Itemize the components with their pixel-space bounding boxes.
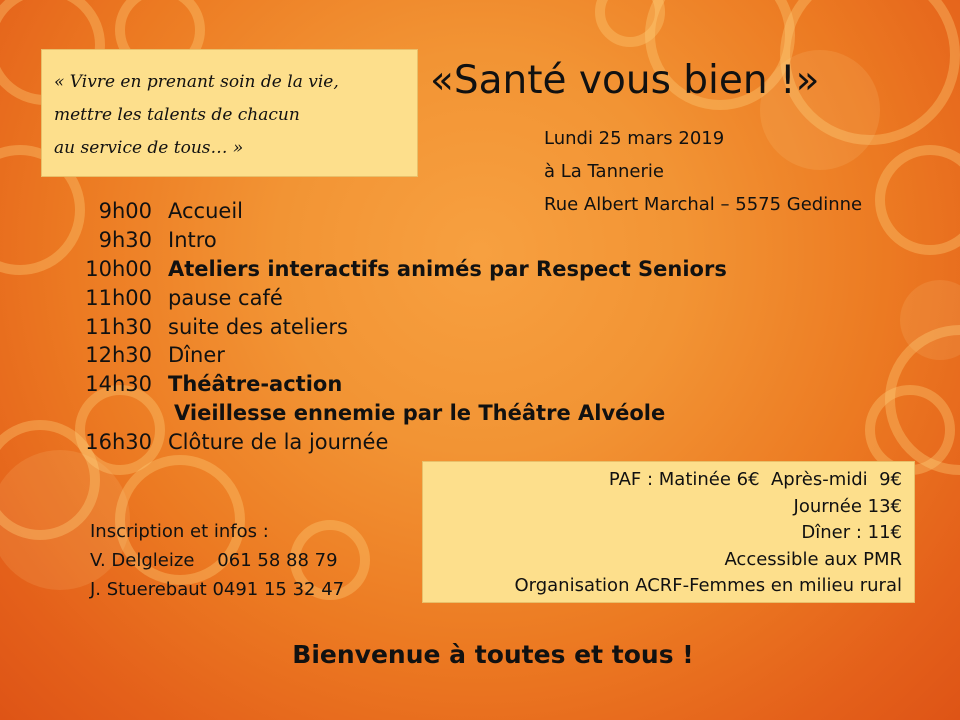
contact-person: J. Stuerebaut 0491 15 32 47 bbox=[90, 579, 345, 600]
schedule-activity: Ateliers interactifs animés par Respect Seniors bbox=[168, 256, 727, 281]
schedule-activity: suite des ateliers bbox=[168, 314, 348, 339]
welcome-message: Bienvenue à toutes et tous ! bbox=[292, 640, 694, 669]
practical-info-box bbox=[422, 461, 915, 603]
contact-person: V. Delgleize 061 58 88 79 bbox=[90, 550, 338, 571]
page-title: «Santé vous bien !» bbox=[430, 58, 820, 103]
contact-info bbox=[90, 517, 344, 604]
quote-box bbox=[41, 49, 418, 177]
schedule-time: 9h00 bbox=[98, 199, 152, 223]
schedule-activity: Dîner bbox=[168, 343, 225, 368]
schedule-activity: Vieillesse ennemie par le Théâtre Alvéole bbox=[174, 401, 666, 426]
day-price-line: Journée 13€ bbox=[793, 495, 902, 517]
schedule-time: 9h30 bbox=[98, 227, 152, 252]
schedule-time: 12h30 bbox=[85, 343, 152, 368]
organizer-line: Organisation ACRF-Femmes en milieu rural bbox=[514, 575, 902, 596]
accessibility-line: Accessible aux PMR bbox=[724, 548, 902, 570]
schedule-activity: Clôture de la journée bbox=[168, 430, 389, 455]
event-venue: à La Tannerie bbox=[544, 161, 664, 182]
price-line: PAF : Matinée 6€ Après-midi 9€ bbox=[608, 469, 902, 490]
lunch-price-line: Dîner : 11€ bbox=[801, 522, 902, 543]
schedule-activity: Accueil bbox=[168, 199, 243, 223]
schedule-activity: pause café bbox=[168, 285, 283, 310]
event-date: Lundi 25 mars 2019 bbox=[544, 128, 725, 149]
quote-line: au service de tous… » bbox=[54, 138, 244, 158]
schedule-activity: Théâtre-action bbox=[168, 372, 343, 397]
event-details bbox=[544, 122, 862, 221]
schedule-time: 11h00 bbox=[85, 285, 152, 310]
event-address: Rue Albert Marchal – 5575 Gedinne bbox=[544, 194, 863, 215]
quote-line: « Vivre en prenant soin de la vie, bbox=[54, 72, 339, 92]
schedule-time: 11h30 bbox=[85, 314, 152, 339]
quote-line: mettre les talents de chacun bbox=[54, 105, 300, 125]
schedule-time: 14h30 bbox=[85, 372, 152, 397]
schedule-time: 16h30 bbox=[85, 430, 152, 455]
contact-heading: Inscription et infos : bbox=[90, 521, 269, 542]
schedule-activity: Intro bbox=[168, 227, 217, 252]
schedule-time: 10h00 bbox=[85, 256, 152, 281]
